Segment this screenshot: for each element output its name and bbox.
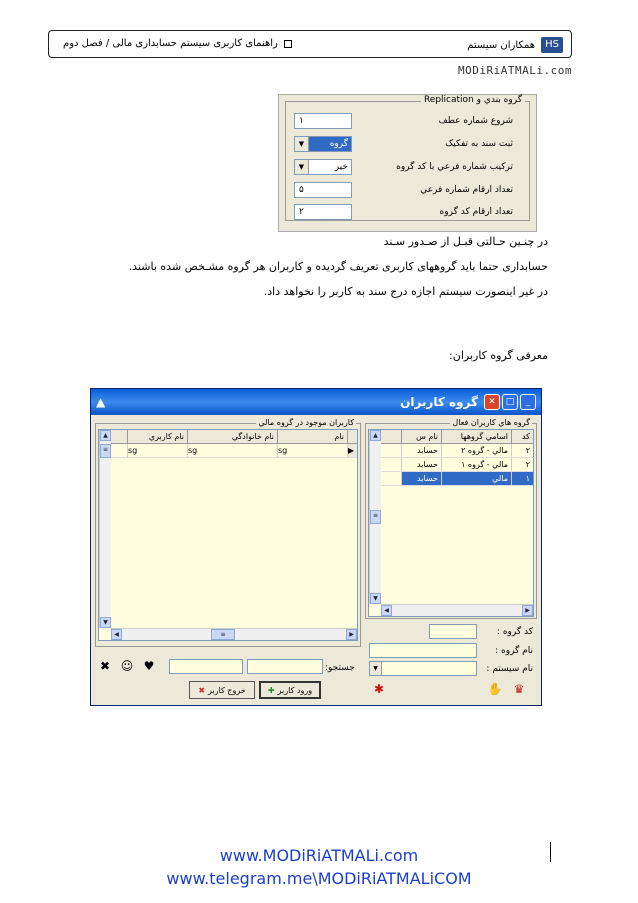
company-name: همکاران سیستم bbox=[467, 39, 535, 51]
col-group-name[interactable]: اسامي گروهها bbox=[441, 430, 511, 443]
logout-user-button[interactable] bbox=[189, 681, 255, 699]
group-name-field[interactable] bbox=[369, 643, 477, 658]
row-label: ترکيب شماره فرعي با کد گروه bbox=[396, 161, 513, 172]
cell-name: مالي - گروه ١ bbox=[441, 458, 511, 471]
header-doc-title bbox=[63, 38, 292, 49]
settings-legend: گروه بندي و Replication bbox=[421, 95, 525, 105]
scroll-thumb[interactable]: ≡ bbox=[100, 444, 111, 458]
cell-last-name: sg bbox=[187, 444, 277, 457]
start-number-input[interactable]: ١ bbox=[294, 113, 352, 129]
paragraph-line-3: در غیر اینصورت سیستم اجازه درج سند به کاربر را نخواهد داد. bbox=[263, 285, 548, 298]
table-row[interactable] bbox=[369, 444, 533, 458]
footer-link-site[interactable]: www.MODiRiATMALi.com bbox=[219, 846, 419, 865]
scroll-thumb[interactable]: ≡ bbox=[370, 510, 381, 524]
paragraph-line-2: حسابداری حتما باید گروههای کاربری تعریف گردیده و کاربران هر گروه مشـخص شده باشند. bbox=[128, 260, 548, 273]
group-digits-input[interactable]: ٢ bbox=[294, 204, 352, 220]
row-label: ثبت سند به تفکيک bbox=[445, 138, 513, 149]
doc-title: راهنمای کاربری سیستم حسابداری مالی / فصل دوم bbox=[63, 38, 278, 49]
logout-user-label: خروج کاربر bbox=[208, 685, 246, 695]
groups-grid bbox=[368, 429, 534, 617]
pin-icon[interactable]: ♥ bbox=[143, 659, 155, 673]
combo-value: گروه bbox=[309, 137, 351, 151]
row-label: تعداد ارقام کد گروه bbox=[439, 206, 513, 217]
col-username[interactable]: نام کاربري bbox=[127, 430, 187, 443]
scroll-left-icon[interactable]: ◀ bbox=[381, 605, 392, 616]
table-row[interactable] bbox=[99, 444, 357, 458]
scroll-up-icon[interactable]: ▲ bbox=[370, 430, 381, 441]
col-first-name[interactable]: نام bbox=[277, 430, 347, 443]
system-name-label: نام سيستم : bbox=[486, 664, 533, 674]
minimize-icon[interactable]: _ bbox=[520, 394, 536, 410]
groups-hscroll[interactable] bbox=[381, 604, 533, 616]
cell-code: ٢ bbox=[511, 444, 533, 457]
row-label: شروع شماره عطف bbox=[438, 115, 513, 126]
groups-vscroll[interactable] bbox=[369, 430, 381, 604]
users-hscroll[interactable] bbox=[111, 628, 357, 640]
cell-name: مالي - گروه ٢ bbox=[441, 444, 511, 457]
tools-icon[interactable]: ✖ bbox=[99, 659, 111, 673]
table-row-selected[interactable] bbox=[369, 472, 533, 486]
scroll-up-icon[interactable]: ▲ bbox=[100, 430, 111, 441]
settings-row bbox=[294, 181, 513, 198]
group-users-caption: کاربران موجود در گروه مالي bbox=[258, 418, 354, 427]
window-controls bbox=[96, 395, 110, 409]
cell-system: حسابد bbox=[401, 444, 441, 457]
settings-row bbox=[294, 158, 513, 175]
users-grid-header bbox=[99, 430, 357, 444]
search-label: جستجو: bbox=[325, 663, 355, 673]
group-code-label: کد گروه : bbox=[496, 627, 533, 637]
row-pointer-icon: ▶ bbox=[347, 444, 357, 457]
settings-row bbox=[294, 112, 513, 129]
login-user-label: ورود کاربر bbox=[277, 685, 313, 695]
sub-digits-input[interactable]: ۵ bbox=[294, 182, 352, 198]
user-remove-icon: ✖ bbox=[198, 685, 206, 695]
combo-value: خير bbox=[334, 161, 348, 172]
search-input-2[interactable] bbox=[169, 659, 243, 674]
scroll-down-icon[interactable]: ▼ bbox=[100, 617, 111, 628]
square-bullet-icon bbox=[284, 40, 292, 48]
cell-name: مالي bbox=[441, 472, 511, 485]
search-input[interactable] bbox=[247, 659, 323, 674]
group-users-icon[interactable]: ♛ bbox=[513, 682, 525, 696]
cell-code: ٢ bbox=[511, 458, 533, 471]
settings-gear-icon[interactable]: ✱ bbox=[373, 682, 385, 696]
table-row[interactable] bbox=[369, 458, 533, 472]
footer-link-telegram[interactable]: www.telegram.me\MODiRiATMALiCOM bbox=[166, 869, 472, 888]
page-header bbox=[48, 30, 572, 58]
window-titlebar bbox=[91, 389, 541, 415]
close-icon[interactable]: ✕ bbox=[484, 394, 500, 410]
settings-window bbox=[278, 94, 537, 232]
scroll-right-icon[interactable]: ▶ bbox=[346, 629, 357, 640]
chevron-down-icon[interactable]: ▼ bbox=[295, 160, 309, 174]
user-groups-window bbox=[90, 388, 542, 706]
groups-grid-header bbox=[369, 430, 533, 444]
chevron-down-icon[interactable]: ▼ bbox=[295, 137, 309, 151]
users-grid bbox=[98, 429, 358, 641]
paragraph-line-1: در چنـین حـالتی قبـل از صـدور سـند bbox=[383, 235, 548, 248]
company-logo-icon: HS bbox=[541, 37, 563, 53]
settings-row bbox=[294, 203, 513, 220]
col-system[interactable]: نام س bbox=[401, 430, 441, 443]
active-groups-caption: گروه هاي کاربران فعال bbox=[452, 418, 530, 427]
users-vscroll[interactable] bbox=[99, 430, 111, 628]
users-icon[interactable]: ☺ bbox=[120, 659, 134, 673]
window-title: گروه کاربران bbox=[400, 395, 478, 409]
cell-code: ١ bbox=[511, 472, 533, 485]
user-add-icon: ✚ bbox=[267, 685, 275, 695]
scroll-right-icon[interactable]: ▶ bbox=[522, 605, 533, 616]
section-heading: معرفی گروه کاربران: bbox=[449, 349, 548, 362]
title-buttons bbox=[484, 394, 536, 410]
col-code[interactable]: کد bbox=[511, 430, 533, 443]
scroll-down-icon[interactable]: ▼ bbox=[370, 593, 381, 604]
chevron-down-icon[interactable]: ▼ bbox=[370, 662, 382, 675]
row-label: تعداد ارقام شماره فرعي bbox=[420, 184, 513, 195]
cell-system: حسابد bbox=[401, 472, 441, 485]
col-last-name[interactable]: نام خانوادگي bbox=[187, 430, 277, 443]
system-name-combo[interactable] bbox=[369, 661, 477, 676]
login-user-button[interactable] bbox=[259, 681, 321, 699]
group-code-field[interactable] bbox=[429, 624, 477, 639]
row-indicator-header bbox=[347, 430, 357, 443]
header-company bbox=[467, 37, 563, 53]
hand-icon[interactable]: ✋ bbox=[487, 682, 503, 696]
app-icon: ▲ bbox=[96, 395, 106, 409]
scroll-left-icon[interactable]: ◀ bbox=[111, 629, 122, 640]
scroll-thumb[interactable]: ≡ bbox=[211, 629, 235, 640]
cell-first-name: sg bbox=[277, 444, 347, 457]
cell-username: sg bbox=[127, 444, 187, 457]
settings-row bbox=[294, 135, 513, 152]
separate-by-combo[interactable] bbox=[294, 136, 352, 152]
brand-url: MODiRiATMALi.com bbox=[458, 64, 572, 77]
group-name-label: نام گروه : bbox=[495, 646, 533, 656]
cell-system: حسابد bbox=[401, 458, 441, 471]
maximize-icon[interactable]: □ bbox=[502, 394, 518, 410]
combine-number-combo[interactable] bbox=[294, 159, 352, 175]
settings-frame bbox=[285, 95, 530, 221]
